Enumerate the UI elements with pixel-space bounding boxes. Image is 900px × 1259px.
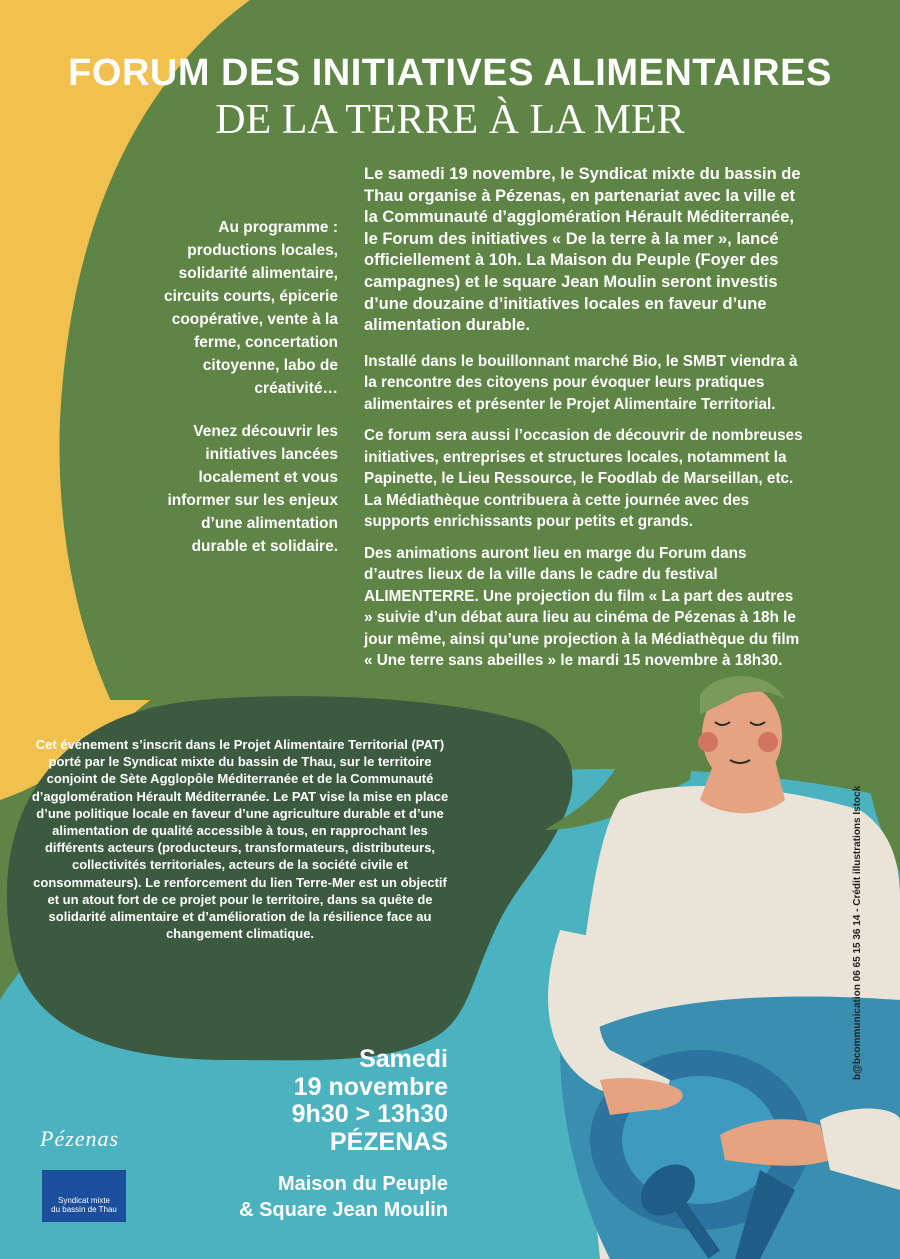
- smbt-logo-line-2: du bassin de Thau: [51, 1205, 117, 1214]
- venue-line-1: Maison du Peuple: [277, 1173, 448, 1195]
- venue-line-2: & Square Jean Moulin: [239, 1199, 448, 1221]
- event-date-block: [200, 1046, 448, 1156]
- pat-description: Cet événement s’inscrit dans le Projet Alimentaire Territorial (PAT) porté par le Syndicat mixte du bassin de Thau, sur le territoire conjoint de Sète Agglopôle Méditerranée et de la Communauté d’agglomération Hérault Méditerranée. Le PAT vise la mise en place d’une politique locale en faveur d’une agriculture durable et d’une alimentation de qualité accessible à tous, en rapprochant les différents acteurs (producteurs, transformateurs, distributeurs, collectivités territoriales, acteurs de la société civile et consommateurs). Le renforcement du lien Terre-Mer est un objectif et un atout fort de ce projet pour le territoire, dans sa quête de solidarité alimentaire et d’amélioration de la résilience face au changement climatique.: [31, 737, 449, 942]
- main-paragraph-4: Des animations auront lieu en marge du Forum dans d’autres lieux de la ville dans le cadre du festival ALIMENTERRE. Une projection du film « La part des autres » suivie d’un débat aura lieu au cinéma de Pézenas à 18h le jour même, ainsi qu’une projection à la Médiathèque du film « Une terre sans abeilles » le mardi 15 novembre à 18h30.: [364, 544, 800, 670]
- event-time: 9h30 > 13h30: [291, 1100, 448, 1128]
- program-sidebar: [150, 216, 338, 578]
- title-line-2: DE LA TERRE À LA MER: [215, 97, 685, 143]
- main-paragraph-3: Ce forum sera aussi l’occasion de découvrir de nombreuses initiatives, entreprises et structures locales, notamment la Papinette, le Lieu Ressource, le Foodlab de Marseillan, etc. La Médiathèque contribuera à cette journée avec des supports enrichissants pour petits et grands.: [364, 427, 803, 531]
- event-day: Samedi: [359, 1045, 448, 1073]
- program-paragraph: Au programme : productions locales, solidarité alimentaire, circuits courts, épicerie coopérative, vente à la ferme, concertation citoyenne, labo de créativité…: [163, 219, 338, 397]
- main-paragraph-1: Le samedi 19 novembre, le Syndicat mixte du bassin de Thau organise à Pézenas, en partenariat avec la ville et la Communauté d’agglomération Hérault Méditerranée, le Forum des initiatives « De la terre à la mer », lancé officiellement à 10h. La Maison du Peuple (Foyer des campagnes) et le square Jean Moulin seront investis d’une douzaine d’initiatives locales en faveur d’une alimentation durable.: [364, 165, 801, 335]
- title-line-1: FORUM DES INITIATIVES ALIMENTAIRES: [68, 52, 832, 94]
- pezenas-logo: [40, 1120, 140, 1166]
- event-date: 19 novembre: [293, 1072, 448, 1101]
- main-paragraph-2: Installé dans le bouillonnant marché Bio, le SMBT viendra à la rencontre des citoyens pour évoquer leurs pratiques alimentaires et présenter le Projet Alimentaire Territorial.: [364, 352, 798, 413]
- smbt-logo-line-1: Syndicat mixte: [57, 1196, 111, 1205]
- program-invitation: Venez découvrir les initiatives lancées localement et vous informer sur les enjeux d’une alimentation durable et solidaire.: [167, 423, 338, 555]
- event-venue-block: [150, 1171, 448, 1223]
- smbt-logo: [42, 1170, 126, 1222]
- main-text-column: [364, 164, 804, 682]
- pezenas-logo-text: Pézenas: [40, 1126, 120, 1151]
- event-city: PÉZENAS: [329, 1127, 448, 1156]
- credit-text: b@bcommunication 06 65 15 36 14 - Crédit illustrations Istock: [852, 785, 863, 1080]
